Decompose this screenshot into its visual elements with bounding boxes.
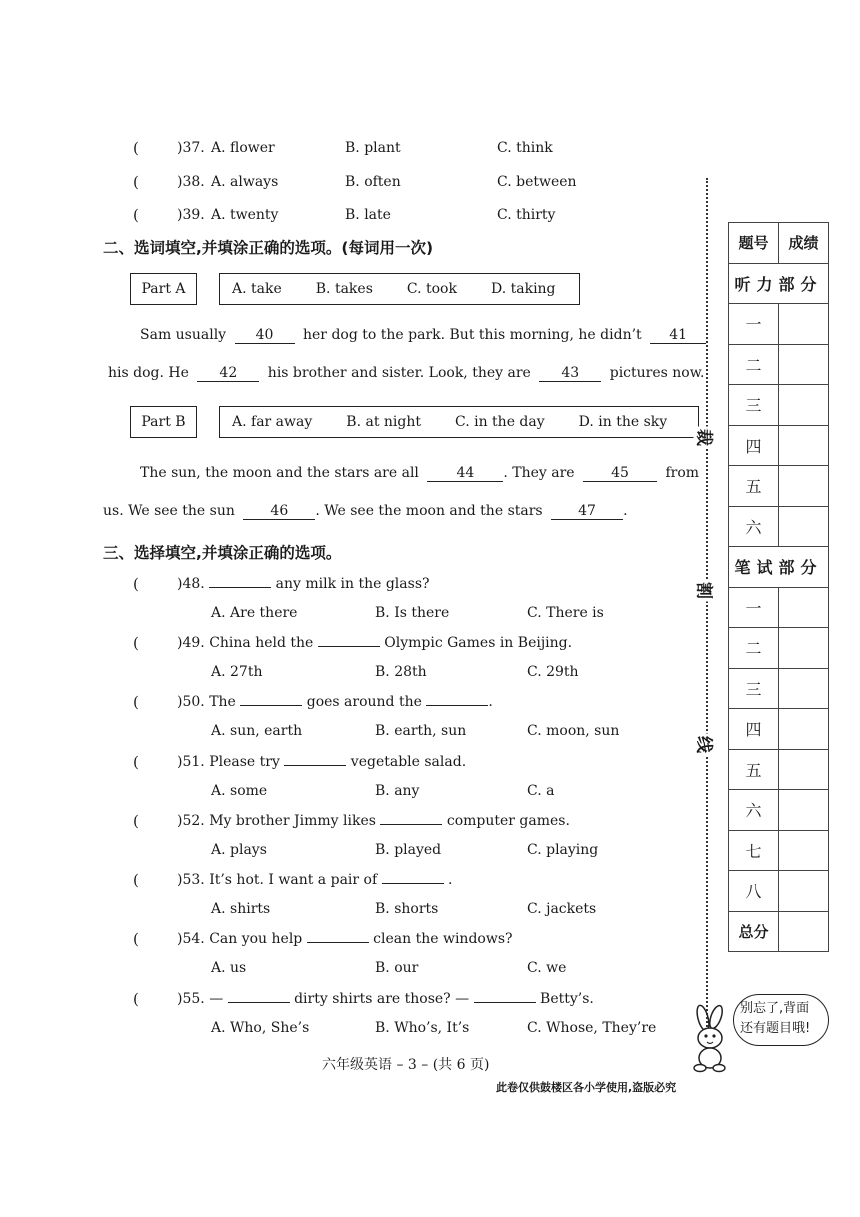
question-text: China held the <box>209 635 314 651</box>
option-a: A. flower <box>211 140 275 156</box>
text: pictures now. <box>609 365 705 381</box>
total-score-cell[interactable] <box>779 911 829 952</box>
option-a: A. shirts <box>211 901 271 917</box>
part-b-line1 <box>140 465 699 482</box>
option-b: B. often <box>345 174 401 190</box>
answer-paren[interactable]: ( <box>133 693 139 711</box>
score-cell[interactable] <box>779 628 829 669</box>
question-number: )38. <box>177 174 205 190</box>
option-c: C. think <box>497 140 553 156</box>
blank-45[interactable]: 45 <box>583 465 657 482</box>
question-line <box>177 576 430 592</box>
section3-heading: 三、选择填空,并填涂正确的选项。 <box>103 544 342 562</box>
part-a-line1 <box>140 327 706 344</box>
score-cell[interactable] <box>779 466 829 507</box>
answer-paren[interactable]: ( <box>133 990 139 1008</box>
part-a-label: Part A <box>130 273 197 305</box>
question-number: )39. <box>177 207 205 223</box>
answer-paren[interactable]: ( <box>133 930 139 948</box>
text: . They are <box>503 465 575 481</box>
answer-paren[interactable]: ( <box>133 139 139 157</box>
part-b-word-box <box>219 406 699 438</box>
option-c: C. a <box>527 783 555 799</box>
answer-paren[interactable]: ( <box>133 753 139 771</box>
question-text: Betty’s. <box>540 991 594 1007</box>
question-line <box>177 694 493 710</box>
option-a: A. some <box>211 783 268 799</box>
question-number: )53. <box>177 872 205 888</box>
option-b: B. 28th <box>375 664 427 680</box>
question-line <box>177 635 572 651</box>
written-part-number: 五 <box>729 749 779 790</box>
answer-paren[interactable]: ( <box>133 575 139 593</box>
written-part-number: 四 <box>729 709 779 750</box>
question-number: )49. <box>177 635 205 651</box>
option-c: C. 29th <box>527 664 579 680</box>
question-number: )54. <box>177 931 205 947</box>
score-table <box>728 222 829 952</box>
answer-paren[interactable]: ( <box>133 206 139 224</box>
question-text: Olympic Games in Beijing. <box>384 635 573 651</box>
blank-44[interactable]: 44 <box>427 465 503 482</box>
word-option: B. takes <box>315 281 373 297</box>
option-a: A. sun, earth <box>211 723 303 739</box>
word-option: A. take <box>232 281 282 297</box>
blank-46[interactable]: 46 <box>243 503 315 520</box>
text: his brother and sister. Look, they are <box>267 365 531 381</box>
option-a: A. twenty <box>211 207 279 223</box>
part-a-word-box <box>219 273 580 305</box>
word-option: B. at night <box>346 414 421 430</box>
score-cell[interactable] <box>779 344 829 385</box>
score-cell[interactable] <box>779 385 829 426</box>
question-blank[interactable] <box>426 705 488 706</box>
blank-43[interactable]: 43 <box>539 365 601 382</box>
blank-41[interactable]: 41 <box>650 327 706 344</box>
option-c: C. moon, sun <box>527 723 620 739</box>
question-text: computer games. <box>446 813 570 829</box>
option-b: B. our <box>375 960 419 976</box>
question-text: . <box>488 694 493 710</box>
question-text: goes around the <box>306 694 422 710</box>
option-b: B. plant <box>345 140 401 156</box>
word-option: D. taking <box>490 281 556 297</box>
option-a: A. 27th <box>211 664 263 680</box>
score-cell[interactable] <box>779 871 829 912</box>
question-blank[interactable] <box>474 1002 536 1003</box>
text: The sun, the moon and the stars are all <box>140 465 419 481</box>
question-blank[interactable] <box>380 824 442 825</box>
option-b: B. Is there <box>375 605 450 621</box>
option-c: C. we <box>527 960 567 976</box>
option-b: B. Who’s, It’s <box>375 1020 470 1036</box>
answer-paren[interactable]: ( <box>133 871 139 889</box>
option-a: A. plays <box>211 842 267 858</box>
question-text: It’s hot. I want a pair of <box>209 872 378 888</box>
answer-paren[interactable]: ( <box>133 634 139 652</box>
question-line <box>177 813 570 829</box>
option-b: B. any <box>375 783 420 799</box>
listening-section-label: 听力部分 <box>729 263 829 304</box>
blank-40[interactable]: 40 <box>235 327 295 344</box>
question-text: My brother Jimmy likes <box>209 813 376 829</box>
option-c: C. between <box>497 174 577 190</box>
question-number: )50. <box>177 694 205 710</box>
score-header-number: 题号 <box>729 223 779 264</box>
score-cell[interactable] <box>779 709 829 750</box>
question-text: any milk in the glass? <box>275 576 430 592</box>
rabbit-icon <box>686 1004 738 1074</box>
part-b-label: Part B <box>130 406 197 438</box>
bubble-line1: 别忘了,背面 <box>740 1001 810 1016</box>
question-text: Can you help <box>209 931 303 947</box>
blank-42[interactable]: 42 <box>197 365 259 382</box>
question-blank[interactable] <box>307 942 369 943</box>
cut-char: 线 <box>694 734 719 756</box>
written-part-number: 三 <box>729 668 779 709</box>
written-part-number: 七 <box>729 830 779 871</box>
word-option: C. took <box>406 281 457 297</box>
score-cell[interactable] <box>779 506 829 547</box>
text: . <box>623 503 628 519</box>
question-number: )51. <box>177 754 205 770</box>
question-blank[interactable] <box>318 646 380 647</box>
part-a-line2 <box>108 365 705 382</box>
cut-char: 裁 <box>694 427 719 449</box>
listening-part-number: 六 <box>729 506 779 547</box>
cut-char: 割 <box>694 580 719 602</box>
question-number: )52. <box>177 813 205 829</box>
question-blank[interactable] <box>240 705 302 706</box>
score-cell[interactable] <box>779 830 829 871</box>
option-b: B. played <box>375 842 442 858</box>
written-part-number: 六 <box>729 790 779 831</box>
score-cell[interactable] <box>779 790 829 831</box>
question-blank[interactable] <box>284 765 346 766</box>
option-b: B. earth, sun <box>375 723 467 739</box>
option-c: C. playing <box>527 842 599 858</box>
speech-bubble <box>733 994 829 1046</box>
copyright-notice: 此卷仅供鼓楼区各小学使用,盗版必究 <box>496 1081 677 1094</box>
cut-line <box>706 178 708 1030</box>
word-option: A. far away <box>232 414 313 430</box>
question-line <box>177 872 453 888</box>
written-part-number: 一 <box>729 587 779 628</box>
question-number: )48. <box>177 576 205 592</box>
listening-part-number: 一 <box>729 304 779 345</box>
question-blank[interactable] <box>209 587 271 588</box>
written-part-number: 八 <box>729 871 779 912</box>
question-text: . <box>448 872 453 888</box>
score-cell[interactable] <box>779 587 829 628</box>
word-option: D. in the sky <box>578 414 668 430</box>
text: . We see the moon and the stars <box>315 503 543 519</box>
listening-part-number: 三 <box>729 385 779 426</box>
question-text: clean the windows? <box>373 931 513 947</box>
question-text: — <box>209 991 224 1007</box>
score-cell[interactable] <box>779 304 829 345</box>
text: from <box>665 465 700 481</box>
section2-heading: 二、选词填空,并填涂正确的选项。(每词用一次) <box>103 239 434 257</box>
option-b: B. shorts <box>375 901 439 917</box>
page-footer: 六年级英语 – 3 – (共 6 页) <box>322 1057 490 1073</box>
question-blank[interactable] <box>382 883 444 884</box>
option-c: C. thirty <box>497 207 556 223</box>
listening-part-number: 五 <box>729 466 779 507</box>
text: us. We see the sun <box>103 503 235 519</box>
option-c: C. Whose, They’re <box>527 1020 657 1036</box>
score-header-grade: 成绩 <box>779 223 829 264</box>
written-part-number: 二 <box>729 628 779 669</box>
option-a: A. Are there <box>211 605 298 621</box>
option-a: A. Who, She’s <box>211 1020 310 1036</box>
option-b: B. late <box>345 207 391 223</box>
question-blank[interactable] <box>228 1002 290 1003</box>
text: Sam usually <box>140 327 227 343</box>
listening-part-number: 四 <box>729 425 779 466</box>
question-number: )37. <box>177 140 205 156</box>
question-line <box>177 754 466 770</box>
option-a: A. us <box>211 960 247 976</box>
bubble-line2: 还有题目哦! <box>740 1021 811 1036</box>
question-line <box>177 991 594 1007</box>
question-number: )55. <box>177 991 205 1007</box>
part-b-line2 <box>103 503 628 520</box>
question-text: The <box>209 694 236 710</box>
text: his dog. He <box>108 365 189 381</box>
option-c: C. jackets <box>527 901 597 917</box>
option-c: C. There is <box>527 605 604 621</box>
score-cell[interactable] <box>779 425 829 466</box>
score-cell[interactable] <box>779 749 829 790</box>
listening-part-number: 二 <box>729 344 779 385</box>
score-cell[interactable] <box>779 668 829 709</box>
answer-paren[interactable]: ( <box>133 173 139 191</box>
option-a: A. always <box>211 174 279 190</box>
question-text: Please try <box>209 754 280 770</box>
word-option: C. in the day <box>455 414 545 430</box>
blank-47[interactable]: 47 <box>551 503 623 520</box>
question-text: dirty shirts are those? — <box>294 991 470 1007</box>
question-text: vegetable salad. <box>350 754 467 770</box>
question-line <box>177 931 513 947</box>
text: her dog to the park. But this morning, he didn’t <box>303 327 642 343</box>
answer-paren[interactable]: ( <box>133 812 139 830</box>
written-section-label: 笔试部分 <box>729 547 829 588</box>
total-label: 总分 <box>729 911 779 952</box>
